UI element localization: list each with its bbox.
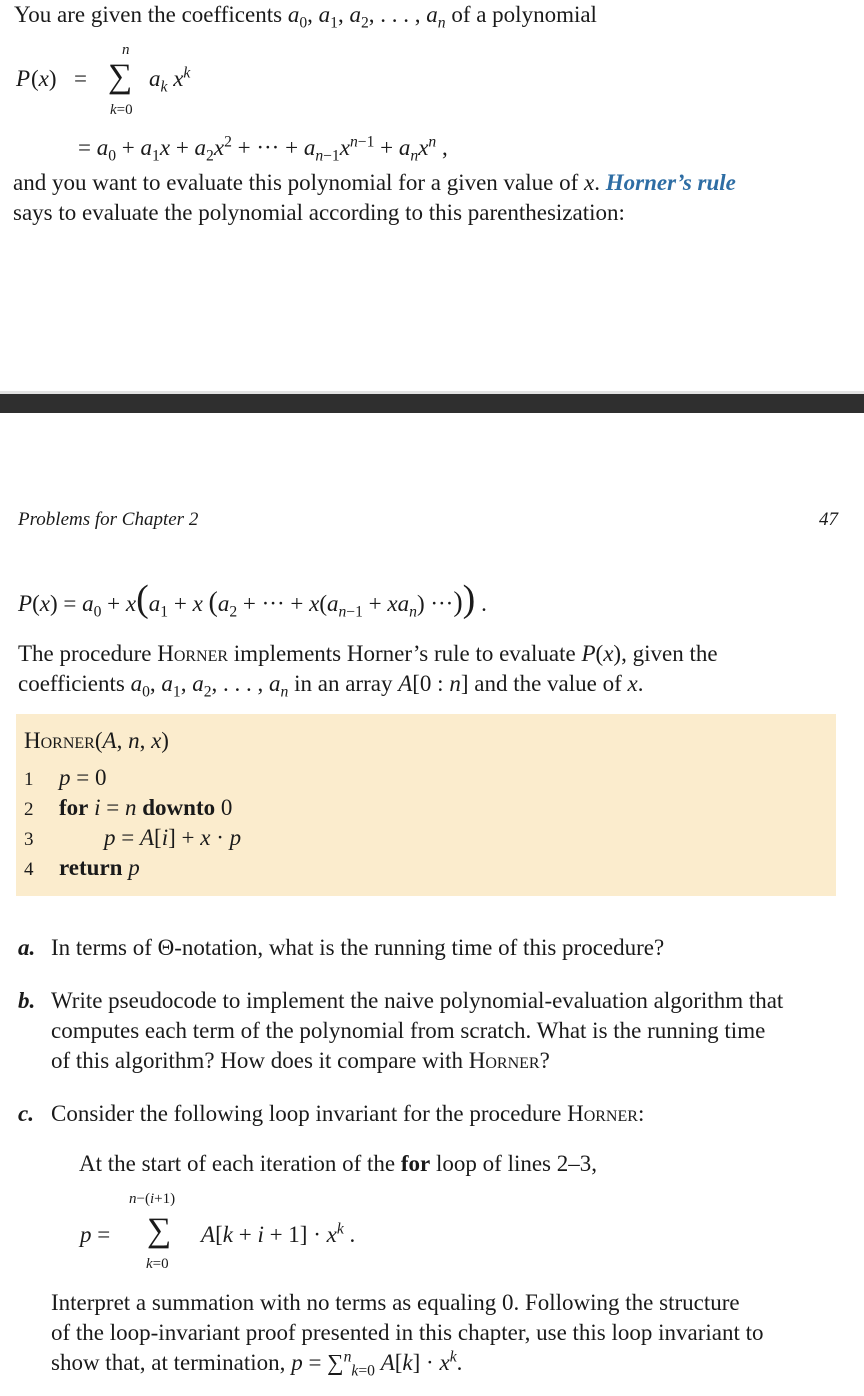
page-break-bar: [0, 394, 864, 413]
exercise-b-line-1: Write pseudocode to implement the naive polynomial-evaluation algorithm that: [51, 988, 784, 1013]
exercise-c-para-line-1: Interpret a summation with no terms as equaling 0. Following the structure: [51, 1290, 740, 1315]
exercise-c-line-1: Consider the following loop invariant for the procedure Horner:: [51, 1101, 645, 1126]
procedure-paragraph-line-1: The procedure Horner implements Horner’s rule to evaluate P(x), given the: [18, 641, 718, 666]
exercise-b-line-3: of this algorithm? How does it compare with Horner?: [51, 1048, 550, 1073]
code-line-4: return p: [59, 855, 140, 880]
line-number: 3: [24, 829, 34, 850]
horner-equation: $P(x) = a_0 + x(a_1 + x$ ($a_2$ + ··· + $x(a_{n-1} + xa_n)$ ···)) .: [18, 578, 487, 621]
procedure-title: Horner(A, n, x): [24, 728, 169, 753]
horners-rule-term: Horner’s rule: [605, 170, 736, 195]
running-head: Problems for Chapter 2: [18, 509, 199, 530]
exercise-a-text: In terms of Θ-notation, what is the running time of this procedure?: [51, 935, 665, 960]
exercise-c: c.: [18, 1101, 34, 1126]
intro-paragraph-line-3: says to evaluate the polynomial according to this parenthesization:: [13, 200, 625, 225]
exercise-a: a.: [18, 935, 36, 960]
exercise-c-para-line-3: show that, at termination, p = ∑$^n_{k=0}$ $A[k] \cdot x^k$.: [51, 1348, 463, 1380]
intro-paragraph-line-2: and you want to evaluate this polynomial for a given value of x. Horner’s rule: [13, 170, 736, 195]
procedure-paragraph-line-2: coefficients $a_0$, $a_1$, $a_2$, . . . , $a_n$ in an array A[0 : n] and the value of x.: [18, 671, 644, 701]
loop-invariant-statement: At the start of each iteration of the for loop of lines 2–3,: [79, 1151, 598, 1176]
exercise-b: b.: [18, 988, 36, 1013]
line-number: 1: [24, 769, 34, 790]
line-number: 4: [24, 859, 34, 880]
intro-paragraph-line-1: You are given the coefficents $a_0$, $a_1$, $a_2$, . . . , $a_n$ of a polynomial: [14, 2, 597, 32]
code-line-1: p = 0: [59, 765, 107, 790]
code-line-2: for i = n downto 0: [59, 795, 233, 820]
exercise-b-line-2: computes each term of the polynomial from scratch. What is the running time: [51, 1018, 766, 1043]
pseudocode-box: [16, 714, 836, 896]
page-number: 47: [819, 509, 838, 530]
line-number: 2: [24, 799, 34, 820]
code-line-3: p = A[i] + x · p: [104, 825, 242, 850]
exercise-c-para-line-2: of the loop-invariant proof presented in this chapter, use this loop invariant to: [51, 1320, 764, 1345]
